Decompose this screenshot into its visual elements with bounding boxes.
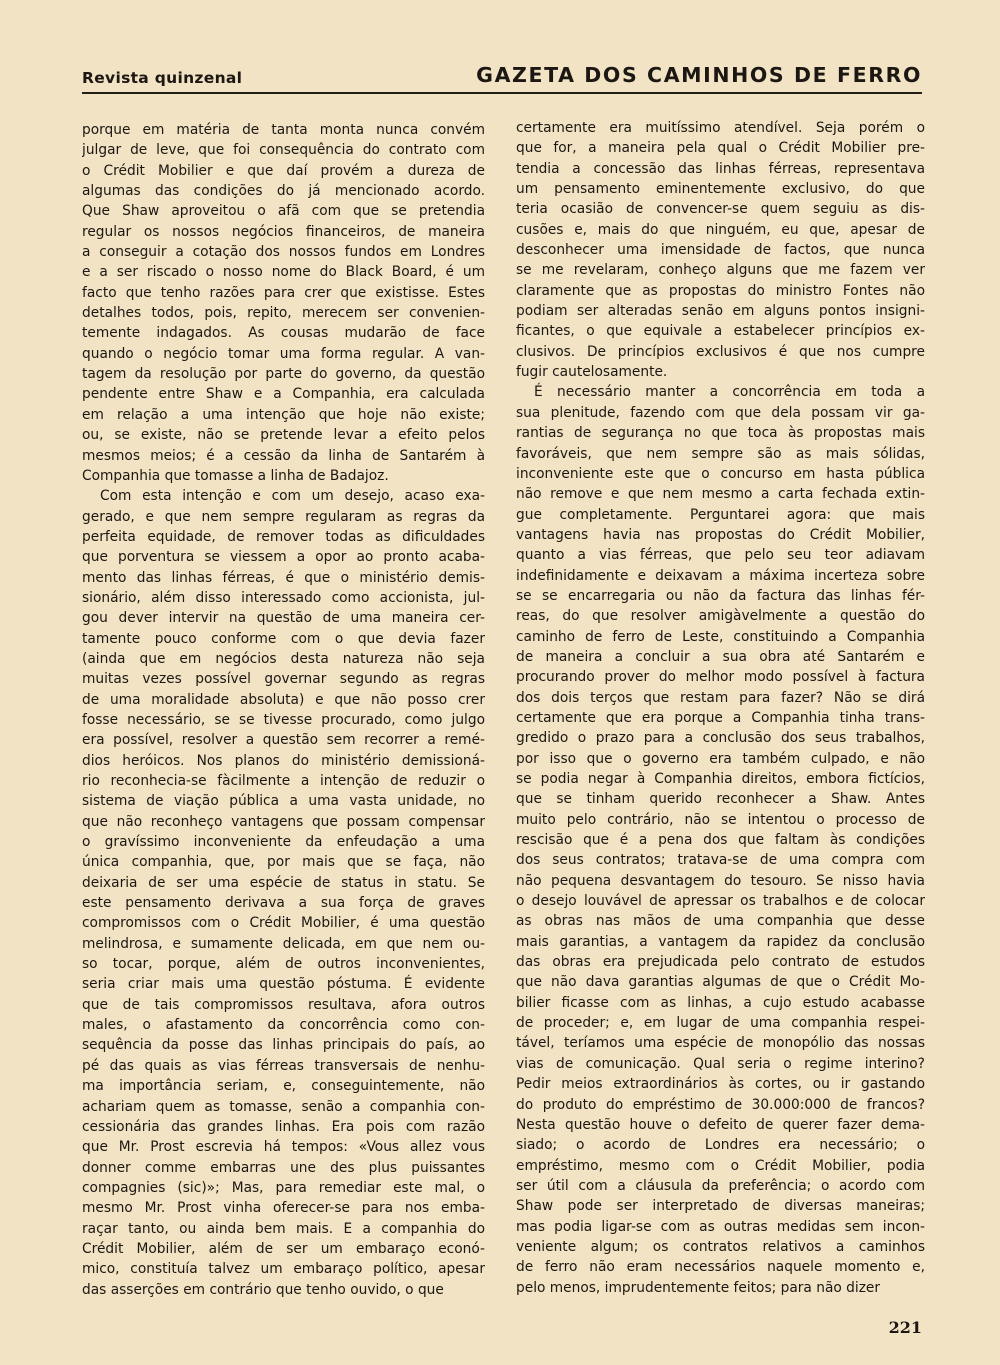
text-line: dios heróicos. Nos planos do ministério demissioná- [82,752,485,769]
text-line: gerado, e que nem sempre regularam as regras da [82,508,485,525]
text-line: tendia a concessão das linhas férreas, representava [516,160,925,177]
text-line: teria ocasião de convencer-se quem seguiu as dis- [516,201,925,218]
text-line: quando o negócio tomar uma forma regular. A van- [82,345,485,362]
text-line: que Mr. Prost escrevia há tempos: «Vous allez vous [82,1139,485,1156]
text-line: certamente era muitíssimo atendível. Seja porém o [516,120,925,136]
text-line: tável, teríamos uma espécie de monopólio das nossas [516,1035,925,1052]
text-line: gou dever intervir na questão de uma maneira cer- [82,610,485,627]
text-line: clusivos. De princípios exclusivos é que nos cumpre [516,343,925,360]
text-line: por isso que o governo era também culpado, e não [516,750,925,767]
text-line: vias de comunicação. Qual seria o regime interino? [516,1055,925,1072]
text-line: que não reconheço vantagens que possam compensar [82,813,485,830]
text-line: siado; o acordo de Londres era necessário; o [516,1137,925,1154]
text-line: algumas das condições do já mencionado acordo. [82,183,485,200]
text-column-left [82,120,485,1300]
text-line: que se tinham querido reconhecer a Shaw. Antes [516,791,925,808]
text-line: so tocar, porque, além de outros inconvenientes, [82,956,485,973]
text-line: sua plenitude, fazendo com que dela possam vir ga- [516,404,925,421]
text-line: que não dava garantias algumas de que o Crédit Mo- [516,974,925,991]
text-line: mas podia ligar-se com as outras medidas sem incon- [516,1218,925,1235]
text-line: males, o afastamento da concorrência como con- [82,1017,485,1034]
text-line: mico, constituía talvez um embaraço político, apesar [82,1261,485,1278]
text-line: empréstimo, mesmo com o Crédit Mobilier, podia [516,1157,925,1174]
text-line: de maneira a concluir a sua obra até Santarém e [516,648,925,665]
text-line: porque em matéria de tanta monta nunca convém [82,122,485,138]
header-subtitle: Revista quinzenal [82,69,243,87]
text-line: do produto do empréstimo de 30.000:000 de francos? [516,1096,925,1113]
text-line: favoráveis, que nem sempre são as mais sólidas, [516,445,925,462]
header-journal-title: GAZETA DOS CAMINHOS DE FERRO [476,63,922,87]
text-line: melindrosa, e sumamente delicada, em que nem ou- [82,935,485,952]
text-line: das obras era prejudicada pelo contrato de estudos [516,954,925,971]
text-line: detalhes todos, pois, repito, merecem ser convenien- [82,305,485,322]
text-line: Com esta intenção e com um desejo, acaso exa- [100,488,485,505]
text-line: o desejo louvável de apressar os trabalhos e de colocar [516,893,925,910]
text-line: rantias de segurança no que toca às propostas mais [516,425,925,442]
text-line: julgar de leve, que foi consequência do contrato com [82,142,485,159]
text-line: das asserções em contrário que tenho ouvido, o que [82,1281,444,1298]
text-line: que for, a maneira pela qual o Crédit Mobilier pre- [516,140,925,157]
text-line: que porventura se viessem a opor ao pronto acaba- [82,549,485,566]
text-line: perfeita equidade, de remover todas as dificuldades [82,528,485,545]
text-line: era possível, resolver a questão sem recorrer a remé- [82,732,485,749]
text-line: pelo menos, imprudentemente feitos; para não dizer [516,1279,881,1296]
text-column-right [516,118,925,1298]
text-line: deixaria de ser uma espécie de status in statu. Se [82,874,485,891]
text-line: mesmos meios; é a cessão da linha de Santarém à [82,447,485,464]
text-line: este pensamento derivava a sua força de graves [82,895,485,912]
text-line: muito pelo contrário, não se intentou o processo de [516,811,925,828]
text-line: ma importância seriam, e, conseguintemente, não [82,1078,485,1095]
text-line: (ainda que em negócios desta natureza não seja [82,650,485,667]
text-line: procurando prover do melhor modo possível à factura [516,669,925,686]
text-line: pé das quais as vias férreas transversais de nenhu- [82,1057,485,1074]
text-line: donner comme embarras une des plus puissantes [82,1159,485,1176]
text-line: bilier ficasse com as linhas, a cujo estudo acabasse [516,994,925,1011]
text-line: podiam ser alteradas senão em alguns pontos insigni- [516,303,925,320]
text-line: sequência da posse das linhas principais do país, ao [82,1037,485,1054]
text-line: tamente pouco conforme com o que devia fazer [82,630,485,647]
text-line: única companhia, que, por mais que se faça, não [82,854,485,871]
text-line: se se encarregaria ou não da factura das linhas fér- [516,587,925,604]
text-line: sionário, além disso interessado como accionista, jul- [82,589,485,606]
text-line: Que Shaw aproveitou o afã com que se pretendia [82,203,485,220]
text-line: as obras nas mãos de uma companhia que desse [516,913,925,930]
text-line: um pensamento eminentemente exclusivo, do que [516,181,925,198]
header-rule [82,92,922,94]
text-line: gue completamente. Perguntarei agora: que mais [516,506,925,523]
text-line: cusões e, mais do que ninguém, eu que, apesar de [516,221,925,238]
text-line: de ferro não eram necessários naquele momento e, [516,1259,925,1276]
text-line: muitas vezes possível governar segundo as regras [82,671,485,688]
text-line: cessionária das grandes linhas. Era pois com razão [82,1118,485,1135]
text-line: se me revelaram, conheço alguns que me fazem ver [516,262,925,279]
text-line: pendente entre Shaw e a Companhia, era calculada [82,386,485,403]
text-line: de uma moralidade absoluta) e que não posso crer [82,691,485,708]
text-line: indefinidamente e deixavam a máxima incerteza sobre [516,567,925,584]
text-line: não pequena desvantagem do tesouro. Se nisso havia [516,872,925,889]
text-line: tagem da resolução por parte do governo, da questão [82,366,485,383]
text-line: fosse necessário, se se tivesse procurado, como julgo [82,711,485,728]
text-line: certamente que era porque a Companhia tinha trans- [516,709,925,726]
text-line: raçar tanto, ou ainda bem mais. E a companhia do [82,1220,485,1237]
text-line: Shaw pode ser interpretado de diversas maneiras; [516,1198,925,1215]
text-line: Nesta questão houve o defeito de querer fazer dema- [516,1116,925,1133]
text-line: o gravíssimo inconveniente da enfeudação a uma [82,834,485,851]
text-line: É necessário manter a concorrência em toda a [534,384,925,401]
text-line: mais garantias, a vantagem da rapidez da conclusão [516,933,925,950]
text-line: mento das linhas férreas, é que o ministério demis- [82,569,485,586]
text-line: ser útil com a cláusula da preferência; o acordo com [516,1177,925,1194]
text-line: a conseguir a cotação dos nossos fundos em Londres [82,244,485,261]
text-line: rio reconhecia-se fàcilmente a intenção de reduzir o [82,773,485,789]
text-line: compagnies (sic)»; Mas, para remediar este mal, o [82,1179,485,1196]
text-line: dos dois terços que restam para fazer? Não se dirá [516,689,925,706]
text-line: se podia negar à Companhia direitos, embora fictícios, [516,771,925,787]
text-line: quanto a vias férreas, que pelo seu teor adiavam [516,547,925,564]
text-line: claramente que as propostas do ministro Fontes não [516,282,925,299]
text-line: ficantes, o que equivale a estabelecer princípios ex- [516,323,925,340]
text-line: que de tais compromissos resultava, afora outros [82,996,485,1013]
text-line: Pedir meios extraordinários às cortes, ou ir gastando [516,1076,925,1093]
text-line: o Crédit Mobilier e que daí provém a dureza de [82,162,485,179]
text-line: gredido o prazo para a conclusão dos seus trabalhos, [516,730,925,747]
text-line: mesmo Mr. Prost vinha oferecer-se para nos emba- [82,1200,485,1217]
text-line: de proceder; e, em lugar de uma companhia respei- [516,1015,925,1032]
text-line: caminho de ferro de Leste, constituindo a Companhia [516,628,925,645]
text-line: reas, do que resolver amigàvelmente a questão do [516,608,925,625]
text-line: sistema de viação pública a uma vasta unidade, no [82,793,485,810]
text-line: vantagens havia nas propostas do Crédit Mobilier, [516,526,925,543]
text-line: veniente algum; os contratos relativos a caminhos [516,1238,925,1255]
text-line: desconhecer uma imensidade de factos, que nunca [516,242,925,259]
text-line: em relação a uma intenção que hoje não existe; [82,406,485,423]
text-line: dos seus contratos; tratava-se de uma compra com [516,852,925,869]
text-line: temente indagados. As cousas mudarão de face [82,325,485,342]
text-line: compromissos com o Crédit Mobilier, é uma questão [82,915,485,932]
running-header [82,55,922,89]
text-line: rescisão que é a pena dos que faltam às condições [516,832,925,849]
text-line: regular os nossos negócios financeiros, de maneira [82,223,485,240]
text-line: fugir cautelosamente. [516,364,668,381]
text-line: e a ser riscado o nosso nome do Black Board, é um [82,264,485,281]
text-line: Crédit Mobilier, além de ser um embaraço econó- [82,1240,485,1257]
page-number: 221 [888,1318,922,1337]
text-line: Companhia que tomasse a linha de Badajoz. [82,467,389,484]
text-line: não remove e que nem mesmo a carta fechada extin- [516,486,925,503]
text-line: facto que tenho razões para crer que existisse. Estes [82,284,485,301]
text-line: inconveniente este que o concurso em hasta pública [516,465,925,482]
text-line: achariam quem as tomasse, senão a companhia con- [82,1098,485,1115]
text-line: ou, se existe, não se pretende levar a efeito pelos [82,427,485,444]
text-line: seria criar mais uma questão póstuma. É evidente [82,976,485,993]
